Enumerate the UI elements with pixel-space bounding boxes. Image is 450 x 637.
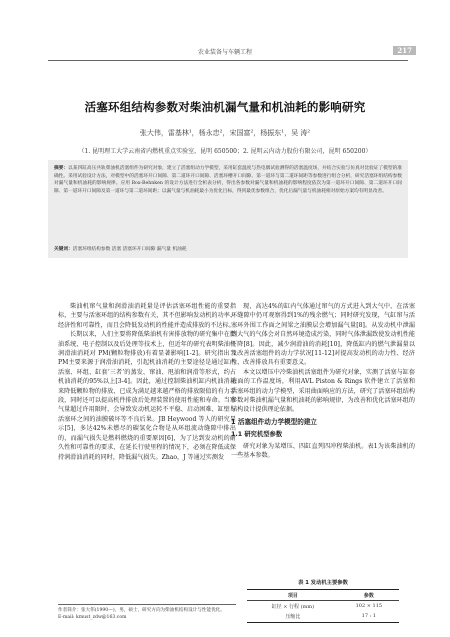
right-column [231, 302, 415, 461]
subsection-heading: 1.1 研究机型参数 [231, 431, 283, 439]
table-cell: 压缩比 [285, 613, 301, 620]
table-caption: 表 1 发动机主要参数 [298, 580, 348, 586]
abstract-label: 摘要： [54, 166, 69, 171]
table-row [247, 601, 399, 612]
author-email: E-mail: kmust_zdw@163.com [58, 615, 127, 620]
table-header-cell: 项目 [287, 592, 298, 599]
running-header [0, 47, 450, 59]
body-paragraph: 现，高达4%的缸内气体通过窜气的方式进入到大气中，在活塞环缝隙中仍可观察得到1%的残余燃气；同时研究发现，气缸窜与活塞环外围工作面之间梁之油膜层会增加漏气量[8]。从发动机中泄漏到大气的气体会对自然环境造成污染，同时气体泄漏致使发动机性能下降[8]。因此，减少润滑油的消耗[10]，降低缸内的燃气泄漏量以及改善活塞组件的动力学状况[11-12]对提高发动机的动力性、经济性、改善排放具有重要意义。 [231, 303, 415, 367]
author-info: 作者简介：张大伟(1990—)，男，硕士，研究方向为柴油机结构设计与性能优化。 [58, 608, 225, 613]
table-header-cell: 参数 [363, 592, 374, 599]
keywords-text: 活塞环组结构参数 活塞 活塞环开口间隙 漏气量 机油耗 [72, 247, 187, 253]
body-paragraph: 柴油机窜气量和润滑油消耗量是评估活塞环组性能的重要指标，主要与活塞环组的结构参数有关，其不但影响发动机的功率、经济性和可靠性，而且会降低发动机的性能并造成排放的不达标。 [58, 303, 236, 329]
table-cell: 17 : 1 [361, 613, 377, 620]
affiliation: （1. 昆明理工大学云南省内燃机重点实验室，昆明 650500；2. 昆明云内动力股份有限公司，昆明 650200） [78, 148, 372, 155]
keywords-label: 关键词： [54, 247, 73, 253]
abstract-box [48, 160, 408, 258]
table-row [247, 611, 399, 622]
engine-parameter-table [247, 589, 399, 623]
body-paragraph: 本文以增压中冷柴油机活塞组件为研究对象，实测了活塞与缸套表面的工作温度场，利用AVL Piston & Rings 软件建立了活塞和活塞环组的动力学模型，采用曲面响应的方法，研究了活塞环组结构参数对柴油机漏气量和机油耗的影响规律，为改善和优化活塞环组的结构设计提供理论依据。 [231, 368, 415, 414]
paper-title: 活塞环组结构参数对柴油机漏气量和机油耗的影响研究 [84, 100, 366, 114]
author-footnote [58, 604, 236, 621]
body-paragraph: 长期以来，人们主要将降低柴油机有害排放物的研究集中在燃油系统、电子控制以及后处理等技术上，但近年的研究表明柴油机润滑油消耗对 PM(颗粒物排放)有着显著影响[1-2]。研究指出当PM主要来源于润滑油消耗，引起机油消耗的主要途径是通过缸内活塞、环组、缸套‘三者’的蒸发、窜油、甩油和润滑等形式，约占机油消耗的95%以上[3-4]。因此，通过控制柴油机缸内机油消耗来降低颗粒物的排放，已成为满足越来越严格的排放限值的有力手段，同时还可以提高机件排放后处理装置的使用性能和寿命。当窜气量超过许用限时，会导致发动机运转不平稳、启动困难、缸壁与活塞环之间的油膜破坏等不良后果。JB Heywood 等人的研究显示[5]，多达42%未燃尽的碳氢化合物是从环组流动缝隙中排出的，而漏气损失是燃料燃烧的重要原因[6]，为了达到发动机的耐久性和可靠性的要求，在延长行驶里程的情况下，必须在降低或保持润滑油消耗的同时，降低漏气损失。Zhao，J 等通过实测发 [58, 331, 236, 461]
table-cell: 缸径 × 行程 (mm) [271, 603, 315, 610]
section-heading: 1 活塞组件动力学模型的建立 [231, 417, 318, 426]
body-paragraph: 研究对象为某增压、四缸直列四冲程柴油机。表1为该柴油机的一些基本参数。 [231, 442, 415, 460]
table-cell: 102 × 115 [355, 603, 383, 610]
page-number: 217 [393, 46, 416, 55]
journal-name: 农业装备与车辆工程 [198, 49, 253, 56]
left-column [58, 302, 236, 462]
table-header-row [247, 590, 399, 601]
keywords-line [54, 246, 187, 254]
abstract-text: 以某四缸高压共轨柴油机活塞组件为研究对象，建立了活塞组动力学模型，采用缸套温度与热电偶试验测得的活塞温度场，并结合实验与仿真对比验证了模型的准确性。采用试验设计方法，对模型中的活塞环开口间隙、第二道环开口间隙、活塞环槽开口间隙、第一道环与第二道环间距等参数进行组合分析，研究活塞环组结构参数对漏气量和机油耗的影响规律。应用 Box-Behnken 的设计方法进行全析表分析，得出各参数对漏气量和机油耗的影响程度依次为第一道环开口间隙、第二道环开口间隙、第一道环开口间隙及第一道环与第二道环间距；以漏气量与机油耗最小为优化目标，得到最优参数组合，优化后漏气量与机油耗相对原始方案均有明显改善。 [54, 166, 402, 194]
header-rule [48, 60, 408, 61]
author-list: 张大伟，雷基林¹，杨永忠²，宋国富²，杨振东¹，吴 涛² [139, 129, 311, 137]
